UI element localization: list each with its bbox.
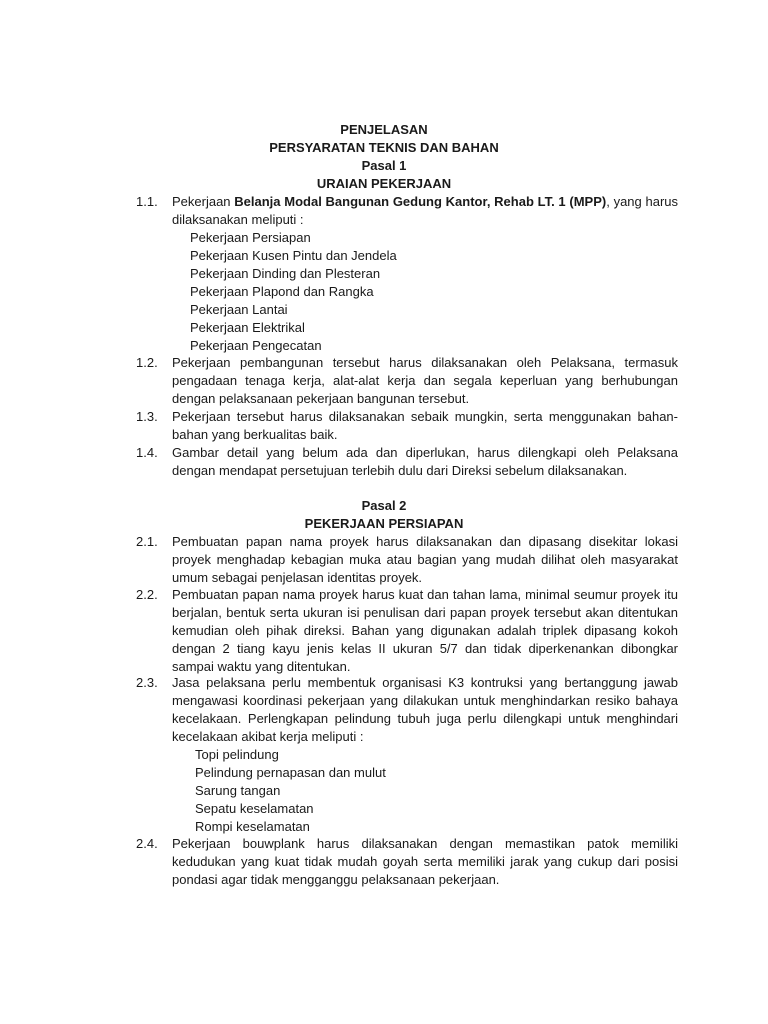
item-number: 1.4.	[136, 445, 158, 460]
project-name: Belanja Modal Bangunan Gedung Kantor, Rehab LT. 1 (MPP)	[234, 194, 607, 209]
item-text: Pembuatan papan nama proyek harus kuat dan tahan lama, minimal seumur proyek itu berjalan, bentuk serta ukuran isi penulisan dari papan proyek tersebut akan ditentukan kemudian oleh pihak direksi. Bahan yang digunakan adalah triplek dipasang kokoh dengan 2 tiang kayu jenis kelas II ukuran 5/7 dan tidak diperkenankan dibongkar sampai waktu yang ditentukan.	[172, 587, 678, 674]
item-number: 1.2.	[136, 355, 158, 370]
list-item: Sarung tangan	[195, 783, 281, 798]
list-item: Pelindung pernapasan dan mulut	[195, 765, 386, 780]
pasal-1-title: URAIAN PEKERJAAN	[316, 176, 452, 191]
item-text: Pekerjaan tersebut harus dilaksanakan sebaik mungkin, serta menggunakan bahan-bahan yang berkualitas baik.	[172, 409, 678, 442]
item-number: 2.3.	[136, 675, 158, 690]
item-text: Gambar detail yang belum ada dan diperlukan, harus dilengkapi oleh Pelaksana dengan mendapat persetujuan terlebih dulu dari Direksi sebelum dilaksanakan.	[172, 445, 678, 478]
item-2-2	[136, 586, 678, 676]
list-item: Pekerjaan Plapond dan Rangka	[190, 284, 374, 299]
pasal-2-label: Pasal 2	[361, 498, 407, 513]
list-item: Sepatu keselamatan	[195, 801, 314, 816]
list-item: Pekerjaan Lantai	[190, 302, 288, 317]
list-item: Pekerjaan Dinding dan Plesteran	[190, 266, 381, 281]
item-text: Jasa pelaksana perlu membentuk organisasi K3 kontruksi yang bertanggung jawab mengawasi koordinasi pekerjaan yang dilakukan untuk menghindarkan resiko bahaya kecelakaan. Perlengkapan pelindung tubuh juga perlu dilengkapi untuk menghindari kecelakaan akibat kerja meliputi :	[172, 675, 678, 744]
list-item: Pekerjaan Pengecatan	[190, 338, 322, 353]
item-text-post: , yang harus dilaksanakan meliputi :	[172, 194, 679, 227]
list-item: Pekerjaan Kusen Pintu dan Jendela	[190, 248, 397, 263]
list-item: Rompi keselamatan	[195, 819, 310, 834]
list-item: Pekerjaan Elektrikal	[190, 320, 305, 335]
item-1-4	[136, 444, 678, 480]
item-number: 2.1.	[136, 534, 158, 549]
item-1-1	[136, 193, 678, 229]
item-number: 2.4.	[136, 836, 158, 851]
item-text: Pembuatan papan nama proyek harus dilaksanakan dan dipasang disekitar lokasi proyek menghadap kebagian muka atau bagian yang mudah dilihat oleh masyarakat umum sebagai penjelasan identitas proyek.	[172, 534, 678, 585]
item-2-1	[136, 533, 678, 587]
document-title: PENJELASAN	[340, 122, 428, 137]
item-2-3	[136, 674, 678, 746]
document-subtitle: PERSYARATAN TEKNIS DAN BAHAN	[269, 140, 499, 155]
item-1-3	[136, 408, 678, 444]
item-number: 1.3.	[136, 409, 158, 424]
pasal-2-title: PEKERJAAN PERSIAPAN	[304, 516, 464, 531]
item-text-pre: Pekerjaan	[172, 194, 235, 209]
item-text	[172, 193, 678, 229]
pasal-1-label: Pasal 1	[361, 158, 407, 173]
item-number: 1.1.	[136, 194, 158, 209]
item-text: Pekerjaan bouwplank harus dilaksanakan dengan memastikan patok memiliki kedudukan yang kuat tidak mudah goyah serta memiliki jarak yang cukup dari posisi pondasi agar tidak mengganggu pelaksanaan pekerjaan.	[172, 836, 678, 887]
item-1-2	[136, 354, 678, 408]
list-item: Topi pelindung	[195, 747, 279, 762]
item-2-4	[136, 835, 678, 889]
item-number: 2.2.	[136, 587, 158, 602]
list-item: Pekerjaan Persiapan	[190, 230, 311, 245]
item-text: Pekerjaan pembangunan tersebut harus dilaksanakan oleh Pelaksana, termasuk pengadaan tenaga kerja, alat-alat kerja dan segala keperluan yang berhubungan dengan pelaksanaan pekerjaan bangunan tersebut.	[172, 355, 678, 406]
